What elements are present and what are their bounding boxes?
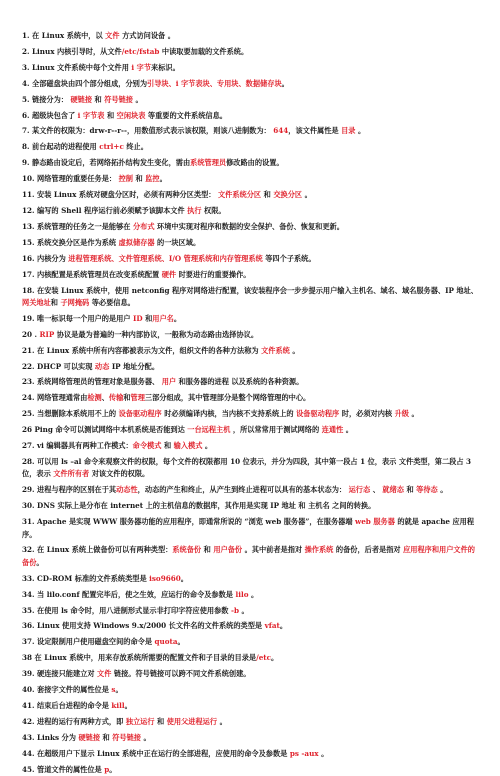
answer-highlight: ps -aux bbox=[289, 748, 319, 758]
question-text: 10. 网络管理的重要任务是： bbox=[22, 174, 119, 184]
question-text: 36. Linux 使用支持 Windows 9.x/2000 长文件名的文件系统的类型是 bbox=[22, 621, 265, 631]
answer-highlight: 用户备份 bbox=[213, 545, 243, 555]
question-item bbox=[22, 732, 480, 744]
question-item bbox=[22, 700, 480, 712]
question-text: 。 bbox=[133, 94, 143, 104]
answer-highlight: 输入模式 bbox=[173, 441, 203, 451]
question-item bbox=[22, 62, 480, 74]
answer-highlight: 升级 bbox=[394, 409, 409, 419]
question-text: 11. 安装 Linux 系统对硬盘分区时，必须有两种分区类型： bbox=[22, 190, 218, 200]
answer-highlight: -b bbox=[230, 605, 239, 615]
answer-highlight: /etc bbox=[256, 653, 272, 663]
question-item bbox=[22, 141, 480, 153]
question-text: 。 bbox=[109, 764, 117, 774]
answer-highlight: ctrl+c bbox=[99, 142, 124, 152]
answer-highlight: kill bbox=[111, 700, 125, 710]
question-text: 时必须编译内核，当内核不支持系统上的 bbox=[161, 409, 297, 419]
question-text: 39. 硬连接只能建立对 bbox=[22, 669, 98, 679]
question-item bbox=[22, 620, 480, 632]
question-text: 终止。 bbox=[123, 142, 148, 152]
question-item bbox=[22, 253, 480, 265]
question-text: 的就是 apache 应用程序。 bbox=[22, 517, 475, 539]
question-text: 和 bbox=[100, 732, 113, 742]
question-text: 23. 系统网络管理员的管理对象是服务器、 bbox=[22, 377, 162, 387]
question-text: 。 bbox=[124, 700, 132, 710]
question-text: 。 bbox=[36, 557, 44, 567]
question-item bbox=[22, 313, 480, 325]
question-text: 时要进行的重要操作。 bbox=[176, 269, 251, 279]
answer-highlight: 一台远程主机 bbox=[187, 425, 231, 435]
question-item bbox=[22, 46, 480, 58]
question-text: 。 bbox=[355, 126, 366, 136]
answer-highlight: 符号链接 bbox=[112, 732, 141, 742]
answer-highlight: 网关地址 bbox=[22, 297, 51, 307]
question-item bbox=[22, 205, 480, 217]
question-item bbox=[22, 345, 480, 357]
answer-highlight: quota bbox=[154, 637, 178, 647]
question-text: 25. 当想删除本系统用不上的 bbox=[22, 409, 119, 419]
question-text: 和 bbox=[104, 110, 117, 120]
question-text: 的备份，后者是指对 bbox=[333, 545, 404, 555]
answer-highlight: 分布式 bbox=[132, 221, 155, 231]
question-item bbox=[22, 748, 480, 760]
answer-highlight: /etc/fstab bbox=[121, 46, 160, 56]
answer-highlight: 动态 bbox=[94, 361, 110, 371]
question-item bbox=[22, 110, 480, 122]
question-text: 和 bbox=[403, 485, 417, 495]
question-text: 12. 编写的 Shell 程序运行前必须赋予该脚本文件 bbox=[22, 205, 188, 215]
question-item bbox=[22, 424, 480, 436]
question-item bbox=[22, 173, 480, 185]
question-text: 6. 超级块包含了 bbox=[22, 110, 78, 120]
answer-highlight: 引导块、i 字节表块、专用块、数据储存块 bbox=[147, 78, 282, 88]
question-text: 。 bbox=[408, 409, 419, 419]
question-item bbox=[22, 636, 480, 648]
question-text: 。 bbox=[271, 653, 279, 663]
answer-highlight: 644 bbox=[273, 126, 289, 136]
answer-highlight: 文件所有者 bbox=[53, 469, 90, 479]
question-text: ，动态的产生和终止，从产生到终止进程可以具有的基本状态为： bbox=[137, 485, 349, 495]
question-item bbox=[22, 78, 480, 90]
question-item bbox=[22, 764, 480, 776]
question-item bbox=[22, 605, 480, 617]
question-text: 20 . bbox=[22, 329, 40, 339]
question-text: 22. DHCP 可以实现 bbox=[22, 361, 95, 371]
question-text: 。 bbox=[279, 621, 288, 631]
question-text: 。 bbox=[173, 313, 182, 323]
question-text: 38 在 Linux 系统中，用来存放系统所需要的配置文件和子目录的目录是 bbox=[22, 653, 257, 663]
question-text: 和 bbox=[154, 716, 167, 726]
question-text: 43. Links 分为 bbox=[22, 732, 79, 742]
question-item bbox=[22, 269, 480, 281]
question-text: 32. 在 Linux 系统上做备份可以有两种类型： bbox=[22, 545, 173, 555]
question-text: 协议是最为普遍的一种内部协议，一般称为动态路由选择协议。 bbox=[54, 329, 259, 339]
question-text: 、 bbox=[101, 393, 109, 403]
question-item bbox=[22, 484, 480, 496]
answer-highlight: 文件 bbox=[97, 669, 112, 679]
question-text: 。其中前者是指对 bbox=[242, 545, 305, 555]
question-item bbox=[22, 544, 480, 569]
answer-highlight: 硬链接 bbox=[78, 732, 101, 742]
question-text: 和 bbox=[123, 393, 131, 403]
question-text: 。 bbox=[437, 485, 448, 495]
answer-highlight: p bbox=[104, 764, 110, 774]
question-text: 9. 静态路由设定后，若网络拓扑结构发生变化，需由 bbox=[22, 158, 191, 168]
question-text: 链接。符号链接可以跨不同文件系统创建。 bbox=[111, 669, 251, 679]
question-text: 30. DNS 实际上是分布在 internet 上的主机信息的数据库，其作用是实现 IP 地址 和 主机名 之间的转换。 bbox=[22, 501, 376, 511]
question-text: 19. 唯一标识每一个用户的是用户 bbox=[22, 313, 133, 323]
question-text: 的一块区域。 bbox=[154, 237, 201, 247]
question-text: 34. 当 lilo.conf 配置完毕后，使之生效，应运行的命令及参数是 bbox=[22, 589, 236, 599]
question-item bbox=[22, 30, 480, 42]
answer-highlight: 检测 bbox=[87, 393, 102, 403]
question-text: 2. Linux 内核引导时，从文件 bbox=[22, 46, 122, 56]
question-text: 权限。 bbox=[201, 205, 226, 215]
answer-highlight: RIP bbox=[39, 329, 55, 339]
question-text: 28. 可以用 ls –al 命令来观察文件的权限，每个文件的权限都用 10 位表示，并分为四段，其中第一段占 1 位，表示 文件类型，第二段占 3 位，表示 bbox=[22, 456, 472, 479]
question-text: 27. vi 编辑器具有两种工作模式： bbox=[22, 441, 133, 451]
question-text: 等必要信息。 bbox=[89, 297, 135, 307]
answer-highlight: 连通性 bbox=[321, 425, 344, 435]
answer-highlight: 使用父进程运行 bbox=[166, 716, 218, 726]
answer-highlight: vfat bbox=[264, 621, 280, 631]
question-item bbox=[22, 589, 480, 601]
question-text: IP 地址分配。 bbox=[109, 361, 160, 371]
question-item bbox=[22, 716, 480, 728]
question-text: 7. 某文件的权限为：drw-r--r--，用数值形式表示该权限，则该八进制数为： bbox=[22, 126, 274, 136]
question-text: 45. 管道文件的属性位是 bbox=[22, 764, 105, 774]
answer-highlight: 交换分区 bbox=[273, 190, 303, 200]
question-text: 和 bbox=[161, 441, 174, 451]
question-text: 和 bbox=[142, 313, 153, 323]
answer-highlight: 空闲块表 bbox=[116, 110, 146, 120]
question-text: 3. Linux 文件系统中每个文件用 bbox=[22, 62, 132, 72]
question-text: 26 Ping 命令可以测试网络中本机系统是否能到达 bbox=[22, 425, 188, 435]
question-item bbox=[22, 408, 480, 420]
question-text: 和 bbox=[92, 94, 105, 104]
answer-highlight: iso9660 bbox=[149, 573, 181, 583]
answer-highlight: i 字节表 bbox=[77, 110, 105, 120]
question-item bbox=[22, 237, 480, 249]
answer-highlight: 文件系统分区 bbox=[217, 190, 262, 200]
question-text: 。 bbox=[115, 685, 123, 695]
question-text: 。 bbox=[159, 174, 167, 184]
answer-highlight: 进程管理系统、文件管理系统、I/O 管理系统和内存管理系统 bbox=[68, 253, 263, 263]
question-text: 17. 内核配置是系统管理员在改变系统配置 bbox=[22, 269, 162, 279]
question-text: 4. 全部磁盘块由四个部分组成，分别为 bbox=[22, 78, 148, 88]
answer-highlight: 用户名 bbox=[152, 313, 174, 323]
question-text: 和 bbox=[261, 190, 274, 200]
answer-highlight: 虚拟储存器 bbox=[118, 237, 155, 247]
answer-highlight: s bbox=[111, 685, 116, 695]
answer-highlight: 符号链接 bbox=[104, 94, 133, 104]
question-item bbox=[22, 221, 480, 233]
question-text: 。 bbox=[318, 748, 329, 758]
question-text: 方式访问设备 。 bbox=[119, 31, 175, 40]
answer-highlight: 硬件 bbox=[161, 269, 177, 279]
question-item bbox=[22, 94, 480, 106]
question-text: 16. 内核分为 bbox=[22, 253, 69, 263]
answer-highlight: 就绪态 bbox=[382, 485, 404, 495]
answer-highlight: 设备驱动程序 bbox=[118, 409, 162, 419]
question-item bbox=[22, 500, 480, 512]
answer-highlight: 控制 bbox=[118, 174, 133, 184]
question-text: 33. CD-ROM 标准的文件系统类型是 bbox=[22, 573, 150, 583]
question-item bbox=[22, 516, 480, 541]
answer-highlight: lilo bbox=[235, 589, 249, 599]
question-text: 三部分组成，其中管理部分是整个网络管理的中心。 bbox=[144, 393, 311, 403]
question-item bbox=[22, 329, 480, 341]
question-text: 8. 前台起动的进程使用 bbox=[22, 142, 100, 152]
question-item bbox=[22, 652, 480, 664]
question-item bbox=[22, 157, 480, 169]
answer-highlight: web 服务器 bbox=[355, 517, 395, 527]
question-text: 等四个子系统。 bbox=[262, 253, 316, 263]
question-text: 。 bbox=[217, 716, 227, 726]
question-text: 5. 链接分为： bbox=[22, 94, 71, 104]
question-text: 。 bbox=[343, 425, 353, 435]
question-text: 和 bbox=[50, 297, 61, 307]
answer-highlight: 等待态 bbox=[416, 485, 438, 495]
question-item bbox=[22, 361, 480, 373]
answer-highlight: 运行态 bbox=[348, 485, 371, 495]
question-text: 。 bbox=[248, 589, 259, 599]
answer-highlight: 命令模式 bbox=[132, 441, 162, 451]
question-item bbox=[22, 376, 480, 388]
question-text: 44. 在超级用户下显示 Linux 系统中正在运行的全部进程，应使用的命令及参数是 bbox=[22, 748, 290, 758]
question-item bbox=[22, 668, 480, 680]
question-text: 和 bbox=[201, 545, 214, 555]
answer-highlight: 管理 bbox=[130, 393, 145, 403]
answer-highlight: 子网掩码 bbox=[60, 297, 90, 307]
question-item bbox=[22, 285, 480, 310]
question-text: 修改路由的设置。 bbox=[226, 158, 284, 168]
answer-highlight: 执行 bbox=[187, 205, 202, 215]
answer-highlight: 应用程序和用户文件的备份 bbox=[22, 545, 475, 567]
question-text: 18. 在安装 Linux 系统中，使用 netconfig 程序对网络进行配置，该安装程序会一步步提示用户输入主机名、域名、域名服务器、IP 地址、 bbox=[22, 285, 478, 295]
question-text: 。 bbox=[180, 573, 188, 583]
question-text: 时，必须对内核 bbox=[339, 409, 395, 419]
question-text: 和 bbox=[132, 174, 146, 184]
question-text: 。 bbox=[289, 345, 300, 355]
answer-highlight: 系统备份 bbox=[172, 545, 202, 555]
question-text: 。 bbox=[140, 732, 151, 742]
question-text: 。 bbox=[177, 637, 185, 647]
answer-highlight: 文件系统 bbox=[261, 345, 290, 355]
answer-highlight: 硬链接 bbox=[70, 94, 93, 104]
question-item bbox=[22, 125, 480, 137]
question-text: ，该文件属性是 bbox=[288, 126, 342, 136]
answer-highlight: 动态性 bbox=[116, 485, 138, 495]
answer-highlight: ID bbox=[132, 313, 143, 323]
question-text: 。 bbox=[281, 78, 289, 88]
question-text: 29. 进程与程序的区别在于其 bbox=[22, 485, 117, 495]
question-text: 来标识。 bbox=[151, 62, 180, 72]
question-text: 。 bbox=[202, 441, 213, 451]
question-text: 24. 网络管理通常由 bbox=[22, 393, 88, 403]
answer-highlight: 独立运行 bbox=[125, 716, 155, 726]
question-text: 15. 系统交换分区是作为系统 bbox=[22, 237, 119, 247]
question-text: ，所以常常用于测试网络的 bbox=[230, 425, 322, 435]
question-text: 42. 进程的运行有两种方式，即 bbox=[22, 716, 126, 726]
answer-highlight: 操作系统 bbox=[304, 545, 334, 555]
question-item bbox=[22, 392, 480, 404]
answer-highlight: 文件 bbox=[105, 31, 120, 40]
question-item bbox=[22, 440, 480, 452]
question-text: 对该文件的权限。 bbox=[89, 469, 150, 479]
question-text: 。 bbox=[302, 190, 312, 200]
answer-highlight: 目录 bbox=[341, 126, 356, 136]
question-item bbox=[22, 189, 480, 201]
answer-highlight: i 字节 bbox=[131, 62, 152, 72]
question-text: 中读取要加载的文件系统。 bbox=[159, 46, 249, 56]
question-item bbox=[22, 456, 480, 481]
question-text: 31. Apache 是实现 WWW 服务器功能的应用程序，即通常所说的 “浏览 web 服务器”，在服务器端 bbox=[22, 517, 356, 527]
question-text: 40. 套接字文件的属性位是 bbox=[22, 685, 112, 695]
question-text: 和服务器的进程 以及系统的各种资源。 bbox=[176, 377, 304, 387]
question-text: 13. 系统管理的任务之一是能够在 bbox=[22, 221, 133, 231]
answer-highlight: 监控 bbox=[145, 174, 160, 184]
question-text: 环境中实现对程序和数据的安全保护、备份、恢复和更新。 bbox=[154, 221, 344, 231]
question-text: 1. 在 Linux 系统中，以 bbox=[22, 31, 106, 40]
question-text: 、 bbox=[370, 485, 383, 495]
question-text: 21. 在 Linux 系统中所有内容都被表示为文件，组织文件的各种方法称为 bbox=[22, 345, 262, 355]
answer-highlight: 用户 bbox=[161, 377, 177, 387]
question-text: 。 bbox=[239, 605, 249, 615]
question-text: 等重要的文件系统信息。 bbox=[145, 110, 227, 120]
answer-highlight: 传输 bbox=[108, 393, 124, 403]
question-text: 41. 结束后台进程的命令是 bbox=[22, 700, 112, 710]
question-item bbox=[22, 573, 480, 585]
question-item bbox=[22, 684, 480, 696]
answer-highlight: 设备驱动程序 bbox=[296, 409, 340, 419]
question-text: 35. 在使用 ls 命令时，用八进制形式显示非打印字符应使用参数 bbox=[22, 605, 231, 615]
question-text: 37. 设定限制用户使用磁盘空间的命令是 bbox=[22, 637, 155, 647]
answer-highlight: 系统管理员 bbox=[190, 158, 227, 168]
